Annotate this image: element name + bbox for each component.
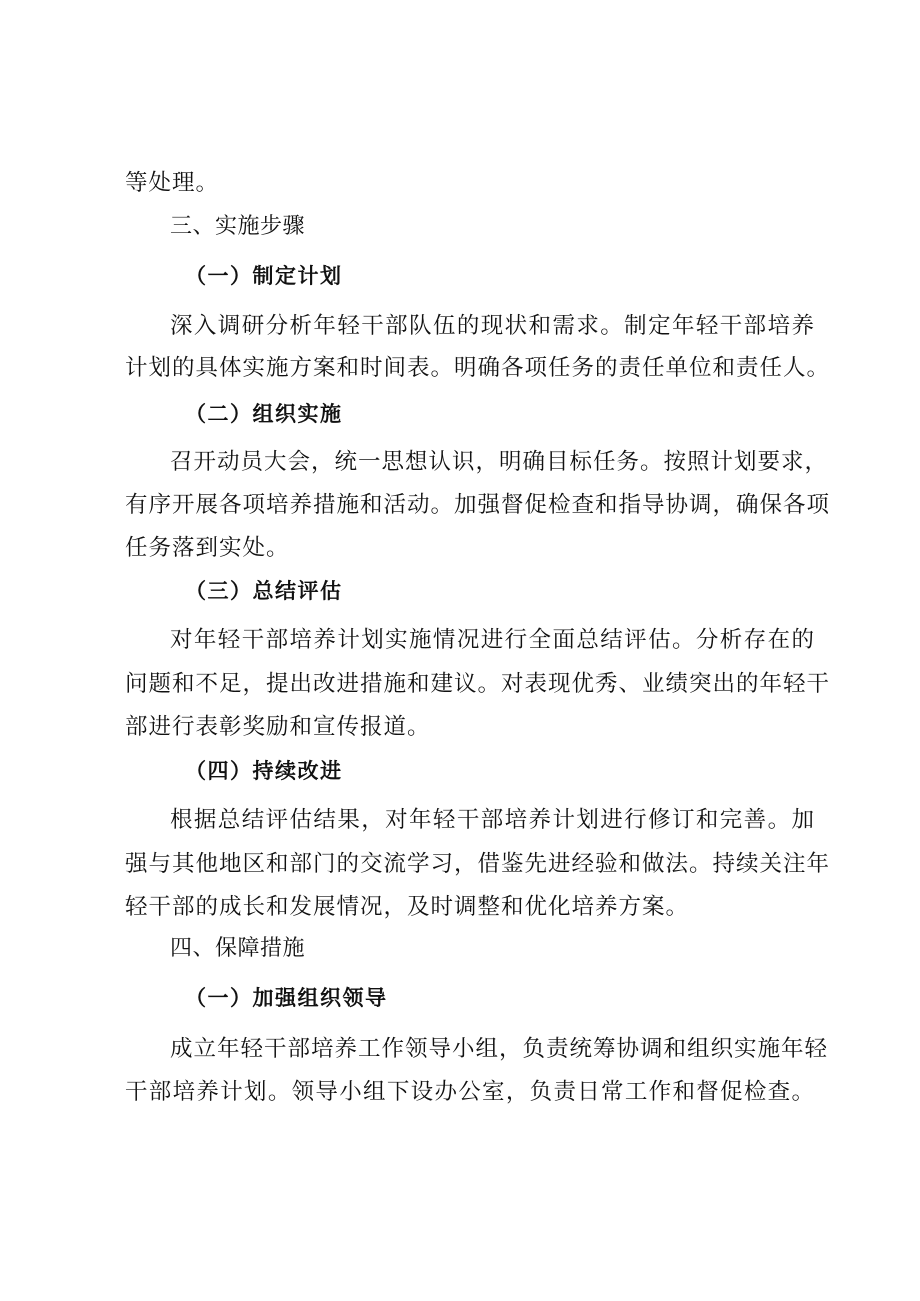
paragraph-line: 深入调研分析年轻干部队伍的现状和需求。制定年轻干部培养 [170, 313, 815, 339]
paragraph-line: 部进行表彰奖励和宣传报道。 [125, 714, 431, 740]
section-heading: 四、保障措施 [170, 936, 306, 961]
subsection-heading: （四）持续改进 [185, 759, 343, 783]
subsection-heading: （一）加强组织领导 [185, 986, 388, 1010]
paragraph-line: 计划的具体实施方案和时间表。明确各项任务的责任单位和责任人。 [125, 355, 831, 381]
paragraph-line: 轻干部的成长和发展情况，及时调整和优化培养方案。 [125, 894, 690, 920]
paragraph-line: 有序开展各项培养措施和活动。加强督促检查和指导协调，确保各项 [125, 492, 831, 518]
section-heading: 三、实施步骤 [170, 214, 306, 239]
subsection-heading: （一）制定计划 [185, 264, 343, 288]
paragraph-line: 干部培养计划。领导小组下设办公室，负责日常工作和督促检查。 [125, 1079, 815, 1105]
paragraph-line: 成立年轻干部培养工作领导小组，负责统筹协调和组织实施年轻 [170, 1036, 829, 1062]
paragraph-line: 等处理。 [125, 170, 220, 196]
subsection-heading: （二）组织实施 [185, 402, 343, 426]
paragraph-line: 强与其他地区和部门的交流学习，借鉴先进经验和做法。持续关注年 [125, 851, 831, 877]
paragraph-line: 根据总结评估结果，对年轻干部培养计划进行修订和完善。加 [170, 807, 815, 833]
subsection-heading: （三）总结评估 [185, 579, 343, 603]
paragraph-line: 任务落到实处。 [125, 535, 290, 561]
paragraph-line: 问题和不足，提出改进措施和建议。对表现优秀、业绩突出的年轻干 [125, 671, 831, 697]
paragraph-line: 召开动员大会，统一思想认识，明确目标任务。按照计划要求， [170, 449, 829, 475]
paragraph-line: 对年轻干部培养计划实施情况进行全面总结评估。分析存在的 [170, 627, 815, 653]
